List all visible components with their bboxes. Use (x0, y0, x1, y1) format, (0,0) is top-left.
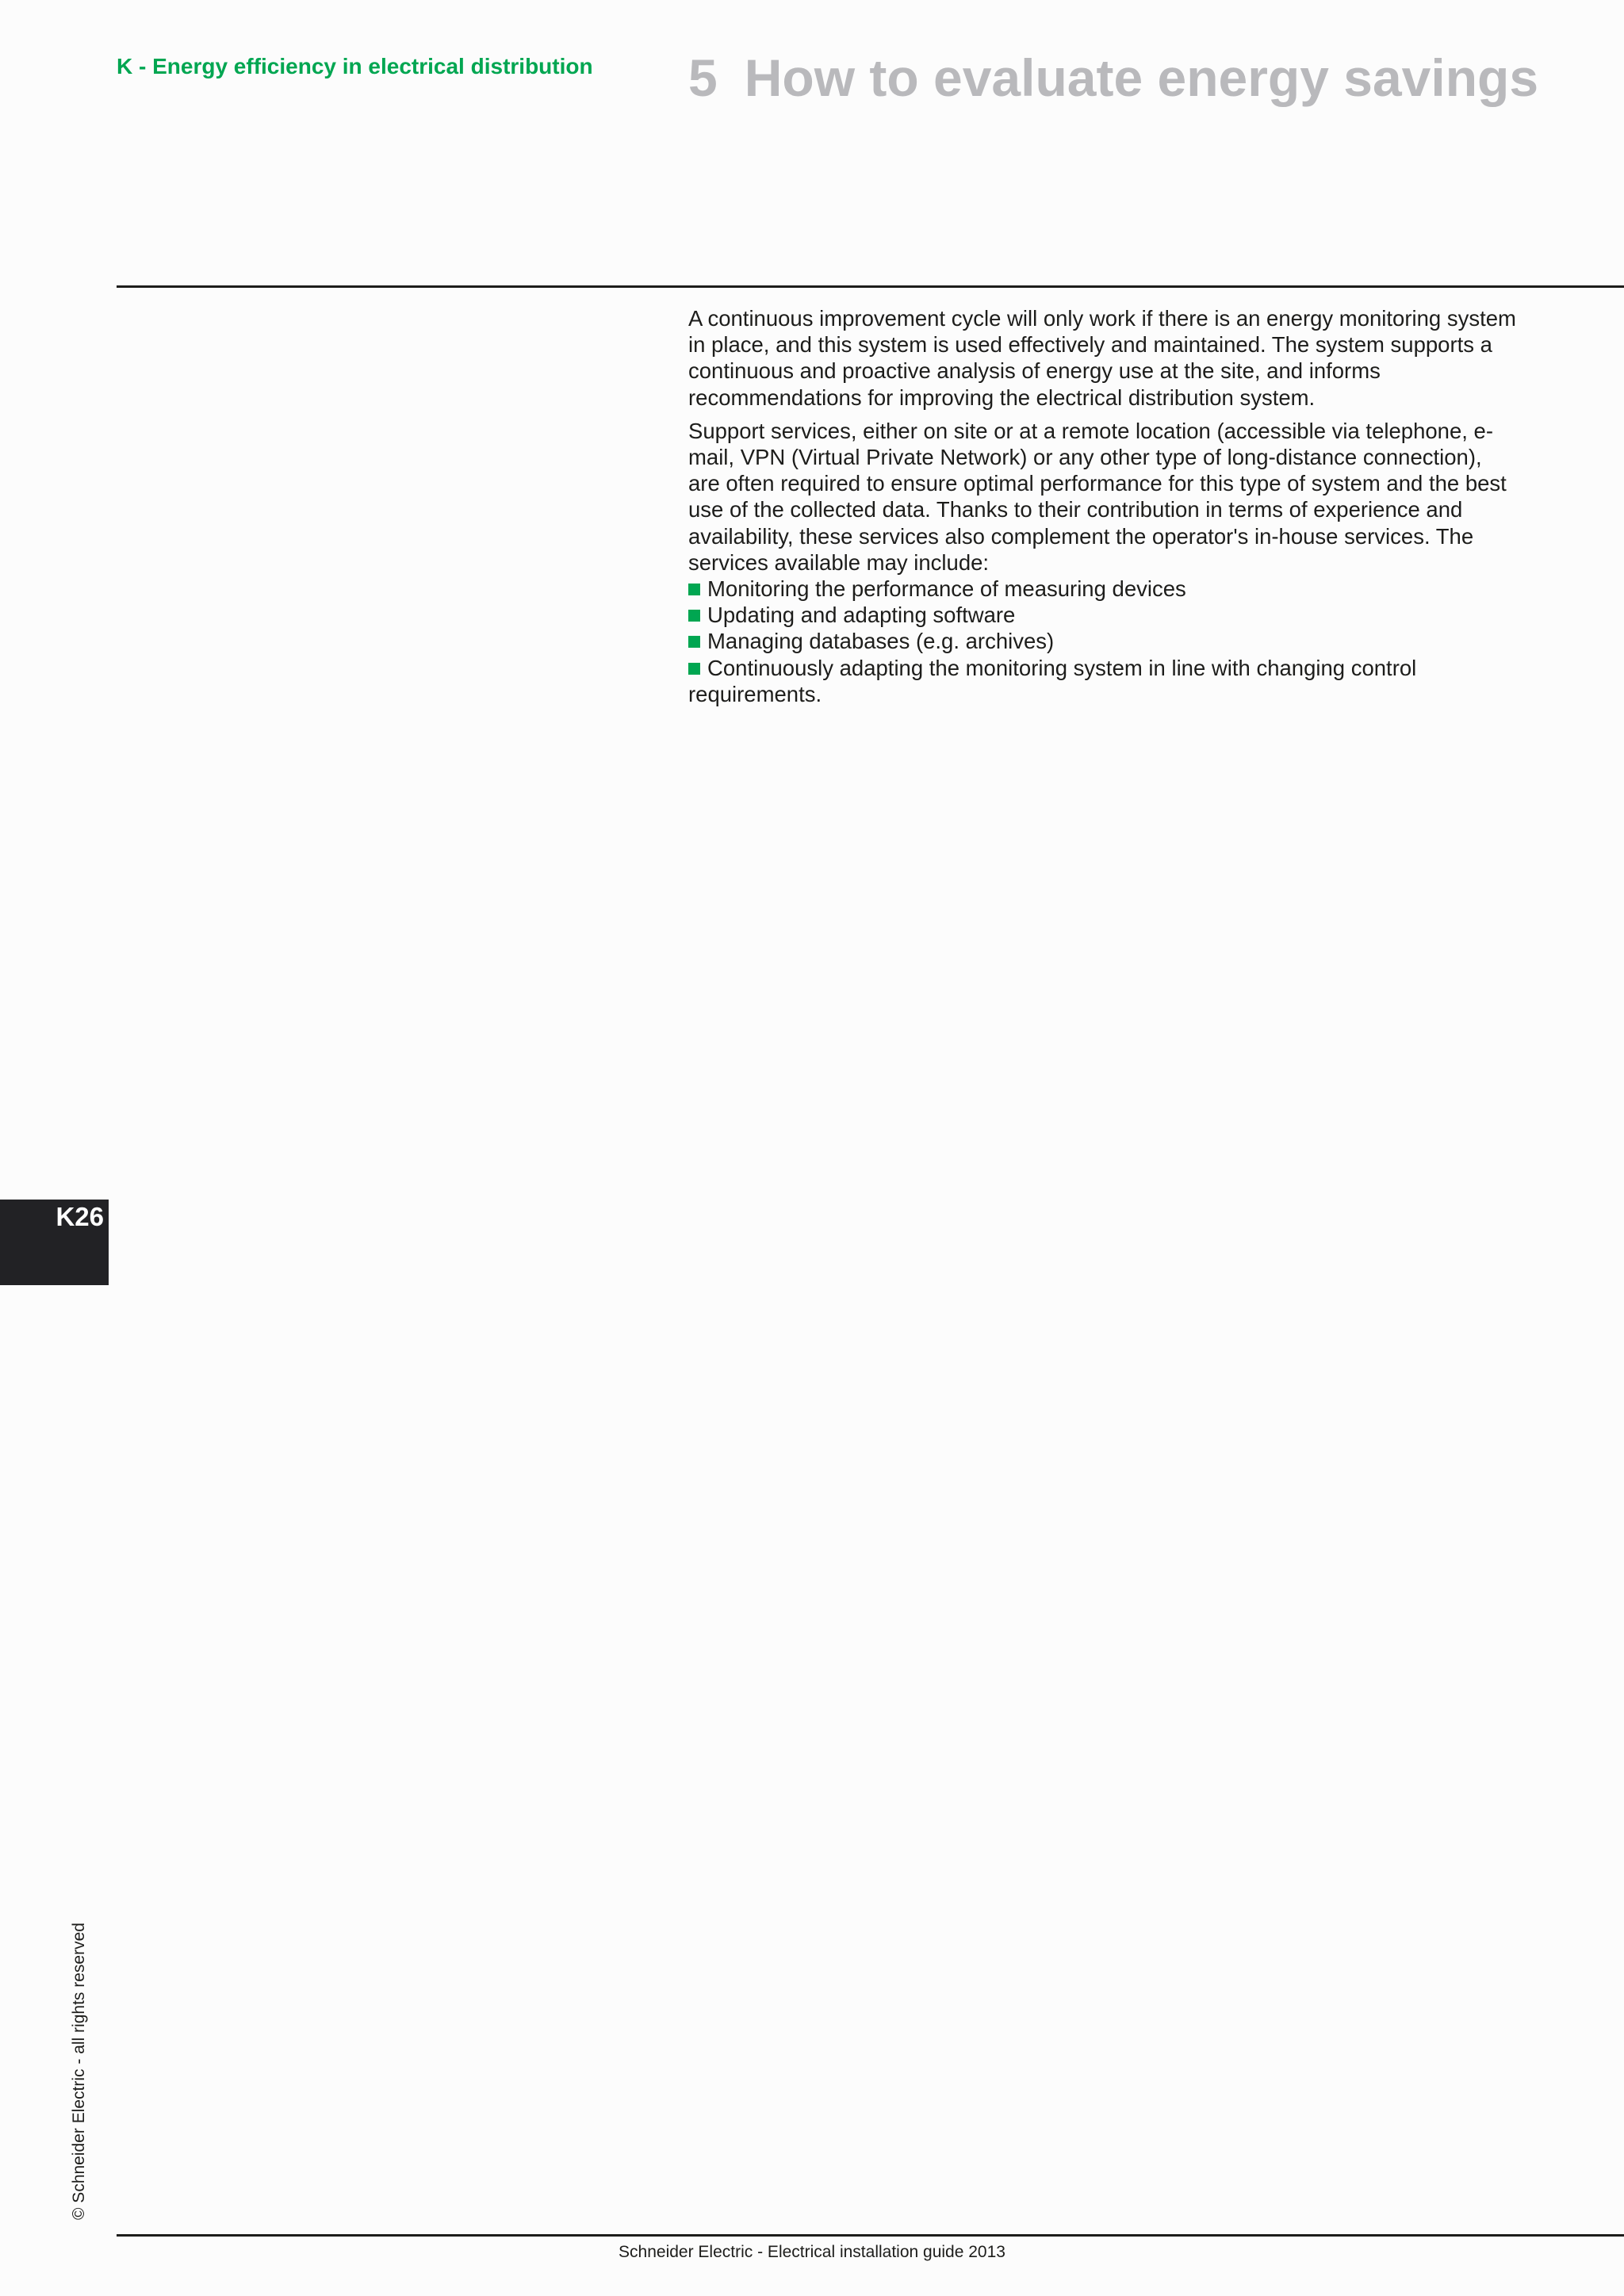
chapter-title (688, 48, 1538, 108)
green-square-bullet-icon (688, 610, 700, 622)
paragraph-services: Support services, either on site or at a remote location (accessible via telephone, e-mail, VPN (Virtual Private Network) or any other type of long-distance connection), are often required to ensure optimal performance for this type of system and the best use of the collected data. Thanks to their contribution in terms of experience and availability, these services also complement the operator's in-house services. The services available may include: (688, 418, 1507, 575)
green-square-bullet-icon (688, 636, 700, 648)
list-item-text: Continuously adapting the monitoring system in line with changing control requirements. (688, 655, 1417, 706)
section-label: K - Energy efficiency in electrical distribution (117, 54, 593, 78)
footer-text: Schneider Electric - Electrical installation guide 2013 (619, 2243, 1005, 2261)
chapter-number: 5 (688, 48, 718, 107)
services-list (688, 576, 1517, 707)
list-item (688, 655, 1517, 707)
page-number-tab (0, 1200, 109, 1285)
list-item-text: Monitoring the performance of measuring devices (707, 576, 1186, 602)
list-item-text: Updating and adapting software (707, 603, 1016, 628)
list-item (688, 628, 1517, 654)
list-item (688, 602, 1517, 628)
paragraph-intro: A continuous improvement cycle will only work if there is an energy monitoring system in place, and this system is used effectively and maintained. The system supports a continuous and proactive analysis of energy use at the site, and informs recommendations for improving the electrical distribution system. (688, 306, 1516, 410)
list-item-text: Managing databases (e.g. archives) (707, 629, 1055, 654)
green-square-bullet-icon (688, 663, 700, 675)
body-text (688, 305, 1517, 707)
chapter-title-text: How to evaluate energy savings (744, 48, 1539, 107)
bottom-divider (117, 2234, 1624, 2237)
green-square-bullet-icon (688, 584, 700, 595)
copyright-notice: © Schneider Electric - all rights reserved (70, 1923, 88, 2220)
top-divider (117, 285, 1624, 288)
page-number: K26 (56, 1202, 104, 1231)
list-item (688, 576, 1517, 602)
